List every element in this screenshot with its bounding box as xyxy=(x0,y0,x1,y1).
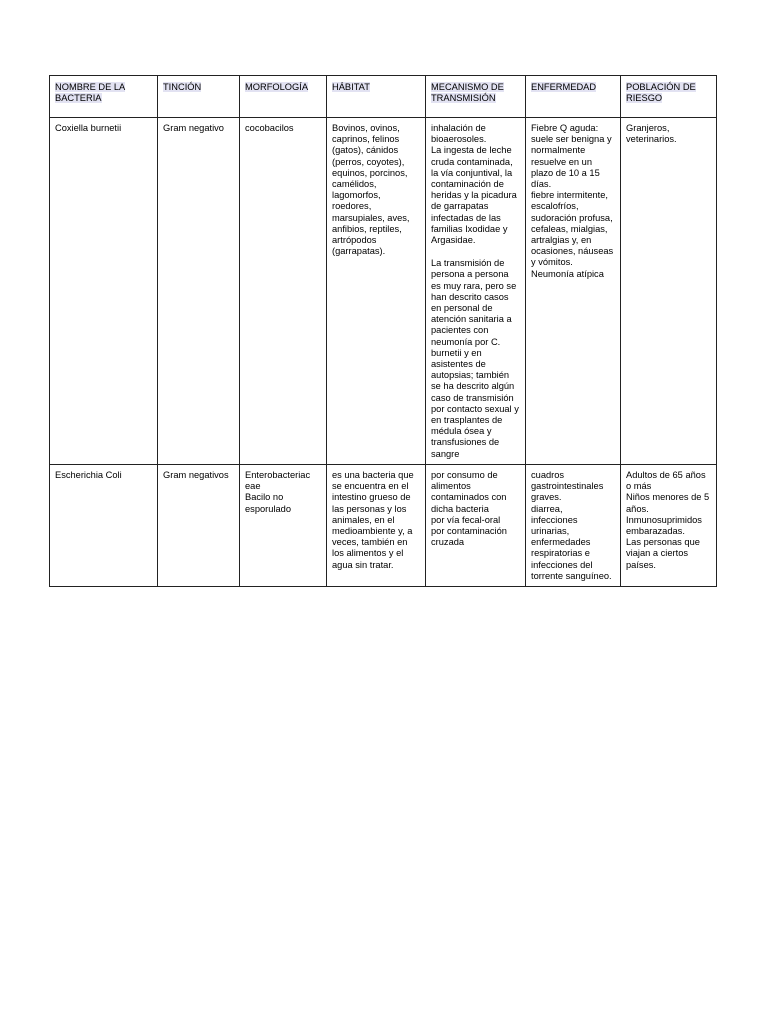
cell-morfologia: cocobacilos xyxy=(240,118,327,465)
header-nombre xyxy=(50,76,158,118)
cell-habitat: es una bacteria que se encuentra en el intestino grueso de las personas y los animales, en el medioambiente y, a veces, también en los alimentos y el agua sin tratar. xyxy=(327,464,426,586)
cell-mecanismo-part-1: inhalación de bioaerosoles. La ingesta de leche cruda contaminada, la vía conjuntival, la contaminación de heridas y la picadura de garrapatas infectadas de las familias Ixodidae y Argasidae. xyxy=(431,123,517,246)
cell-tincion: Gram negativo xyxy=(158,118,240,465)
header-poblacion-label: POBLACIÓN DE RIESGO xyxy=(626,82,696,104)
header-habitat-label: HÁBITAT xyxy=(332,82,370,92)
header-poblacion xyxy=(621,76,717,118)
header-enfermedad-label: ENFERMEDAD xyxy=(531,82,597,92)
header-row xyxy=(50,76,717,118)
cell-mecanismo-part-2: La transmisión de persona a persona es muy rara, pero se han descrito casos en personal de atención sanitaria a pacientes con neumonía por C. burnetii y en asistentes de autopsias; también se ha descrito algún caso de transmisión por contacto sexual y en trasplantes de médula ósea y transfusiones de sangre xyxy=(431,258,519,459)
paragraph-gap xyxy=(431,246,520,258)
header-mecanismo xyxy=(426,76,526,118)
header-mecanismo-label: MECANISMO DE TRANSMISIÓN xyxy=(431,82,504,104)
cell-mecanismo: por consumo de alimentos contaminados con dicha bacteria por vía fecal-oral por contaminación cruzada xyxy=(426,464,526,586)
cell-nombre: Coxiella burnetii xyxy=(50,118,158,465)
table-row-coxiella xyxy=(50,118,717,465)
cell-nombre: Escherichia Coli xyxy=(50,464,158,586)
header-morfologia xyxy=(240,76,327,118)
header-tincion xyxy=(158,76,240,118)
table-row-ecoli xyxy=(50,464,717,586)
cell-mecanismo xyxy=(426,118,526,465)
cell-habitat: Bovinos, ovinos, caprinos, felinos (gatos), cánidos (perros, coyotes), equinos, porcinos, camélidos, lagomorfos, roedores, marsupiales, aves, anfibios, reptiles, artrópodos (garrapatas). xyxy=(327,118,426,465)
bacteria-table xyxy=(49,75,717,587)
cell-morfologia: Enterobacteriac eae Bacilo no esporulado xyxy=(240,464,327,586)
cell-poblacion: Adultos de 65 años o más Niños menores de 5 años. Inmunosuprimidos embarazadas. Las personas que viajan a ciertos países. xyxy=(621,464,717,586)
cell-enfermedad: Fiebre Q aguda: suele ser benigna y normalmente resuelve en un plazo de 10 a 15 días. fiebre intermitente, escalofríos, sudoración profusa, cefaleas, mialgias, artralgias y, en ocasiones, náuseas y vómitos. Neumonía atípica xyxy=(526,118,621,465)
header-habitat xyxy=(327,76,426,118)
cell-enfermedad: cuadros gastrointestinales graves. diarrea, infecciones urinarias, enfermedades respiratorias e infecciones del torrente sanguíneo. xyxy=(526,464,621,586)
cell-poblacion: Granjeros, veterinarios. xyxy=(621,118,717,465)
header-tincion-label: TINCIÓN xyxy=(163,82,202,92)
header-nombre-label: NOMBRE DE LA BACTERIA xyxy=(55,82,126,104)
header-enfermedad xyxy=(526,76,621,118)
cell-tincion: Gram negativos xyxy=(158,464,240,586)
header-morfologia-label: MORFOLOGÍA xyxy=(245,82,309,92)
